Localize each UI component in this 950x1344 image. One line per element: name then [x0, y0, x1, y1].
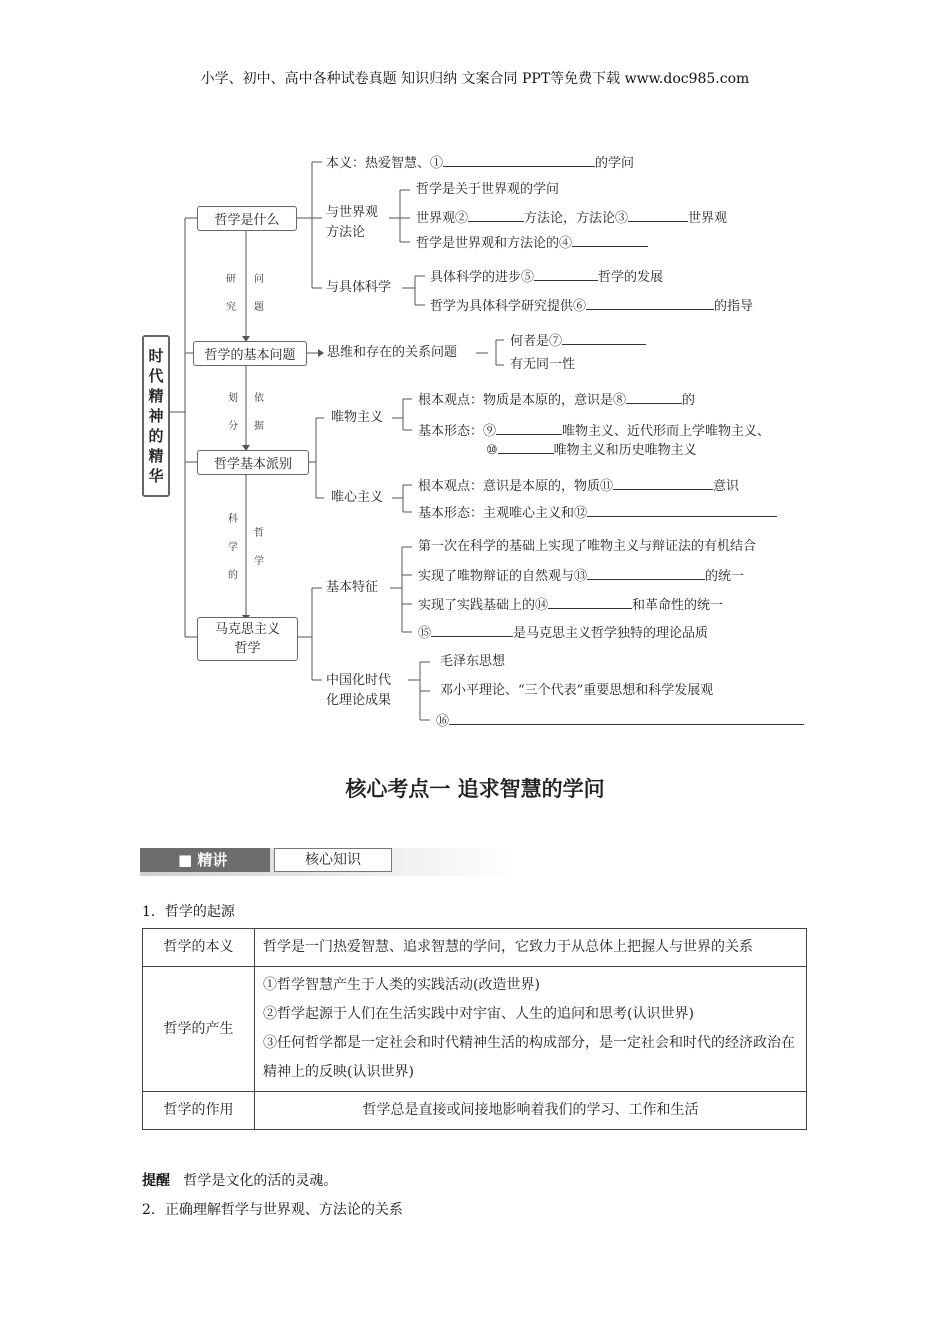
label-basic-features: 基本特征	[326, 580, 379, 595]
table-row	[143, 929, 807, 967]
item-basic-q1: 何者是⑦	[510, 332, 646, 350]
item-ideal-1: 根本观点：意识是本原的，物质⑪ 意识	[418, 479, 740, 494]
label-concrete-science: 与具体科学	[326, 280, 392, 295]
item-jt-2: 哲学为具体科学研究提供⑥ 的指导	[430, 299, 754, 314]
item-mat-1: 根本观点：物质是本原的，意识是⑧ 的	[418, 393, 696, 408]
item-feature-3: 实现了实践基础上的⑭ 和革命性的统一	[418, 598, 724, 613]
banner-tab-core: 核心知识	[274, 848, 392, 872]
table-key: 哲学的作用	[143, 1092, 255, 1130]
label-sinicized-theory: 中国化时代 化理论成果	[326, 673, 392, 708]
banner-tab-lecture: ■ 精讲	[140, 848, 270, 872]
label-idealism: 唯心主义	[331, 490, 384, 505]
item-sjg-3: 哲学是世界观和方法论的④	[416, 234, 648, 252]
table-key: 哲学的产生	[143, 967, 255, 1092]
table-row	[143, 1092, 807, 1130]
item-original-meaning: 本义：热爱智慧、① 的学问	[326, 156, 635, 171]
connector-label-basis: 依 据	[254, 393, 264, 432]
connector-label-philosophy: 哲 学	[254, 528, 264, 567]
item-feature-1: 第一次在科学的基础上实现了唯物主义与辩证法的有机结合	[418, 539, 757, 554]
item-feature-2: 实现了唯物辩证的自然观与⑬ 的统一	[418, 569, 745, 584]
reminder-label: 提醒	[142, 1173, 170, 1189]
table-key: 哲学的本义	[143, 929, 255, 967]
label-materialism: 唯物主义	[331, 410, 384, 425]
item-ideal-2: 基本形态：主观唯心主义和⑫	[418, 504, 777, 522]
origin-table	[142, 928, 807, 1130]
node-schools: 哲学基本派别	[197, 450, 309, 475]
heading-relationship: 2．正确理解哲学与世界观、方法论的关系	[142, 1202, 403, 1218]
item-mat-2: 基本形态：⑨ 唯物主义、近代形而上学唯物主义、	[418, 424, 771, 439]
node-basic-question: 哲学的基本问题	[193, 341, 307, 366]
connector-label-question: 问 题	[254, 274, 264, 313]
node-what-is-philosophy: 哲学是什么	[197, 206, 297, 231]
item-theory-3: ⑯	[436, 712, 804, 730]
item-theory-1: 毛泽东思想	[440, 654, 506, 669]
section-title: 核心考点一 追求智慧的学问	[345, 777, 605, 801]
label-worldview-methodology: 与世界观 方法论	[326, 205, 379, 240]
page-header: 小学、初中、高中各种试卷真题 知识归纳 文案合同 PPT等免费下载 www.doc985.com	[200, 71, 750, 87]
table-value: 哲学是一门热爱智慧、追求智慧的学问，它致力于从总体上把握人与世界的关系	[255, 929, 807, 967]
node-marxist: 马克思主义 哲学	[197, 617, 298, 661]
table-value: ①哲学智慧产生于人类的实践活动(改造世界) ②哲学起源于人们在生活实践中对宇宙、人生的追问和思考(认识世界) ③任何哲学都是一定社会和时代精神生活的构成部分，是一定社会和时代的经济政治在精神上的反映(认识世界)	[255, 967, 807, 1092]
label-thinking-existence: 思维和存在的关系问题	[327, 345, 458, 360]
connector-label-science-of: 科 学 的	[228, 514, 238, 581]
mindmap-root: 时 代 精 神 的 精 华	[142, 335, 170, 497]
item-basic-q2: 有无同一性	[510, 357, 576, 372]
item-mat-3: ⑩ 唯物主义和历史唯物主义	[486, 443, 697, 458]
heading-origin: 1．哲学的起源	[142, 904, 235, 920]
table-row	[143, 967, 807, 1092]
item-jt-1: 具体科学的进步⑤ 哲学的发展	[430, 270, 664, 285]
reminder-text: 哲学是文化的活的灵魂。	[183, 1173, 338, 1189]
reminder	[142, 1170, 337, 1190]
item-sjg-2: 世界观② 方法论，方法论③ 世界观	[416, 211, 728, 226]
connector-label-research: 研 究	[226, 274, 236, 313]
item-sjg-1: 哲学是关于世界观的学问	[416, 182, 560, 197]
item-theory-2: 邓小平理论、“三个代表”重要思想和科学发展观	[440, 683, 714, 698]
table-value: 哲学总是直接或间接地影响着我们的学习、工作和生活	[255, 1092, 807, 1130]
item-feature-4: ⑮ 是马克思主义哲学独特的理论品质	[418, 626, 709, 641]
connector-label-divide: 划 分	[228, 393, 238, 432]
